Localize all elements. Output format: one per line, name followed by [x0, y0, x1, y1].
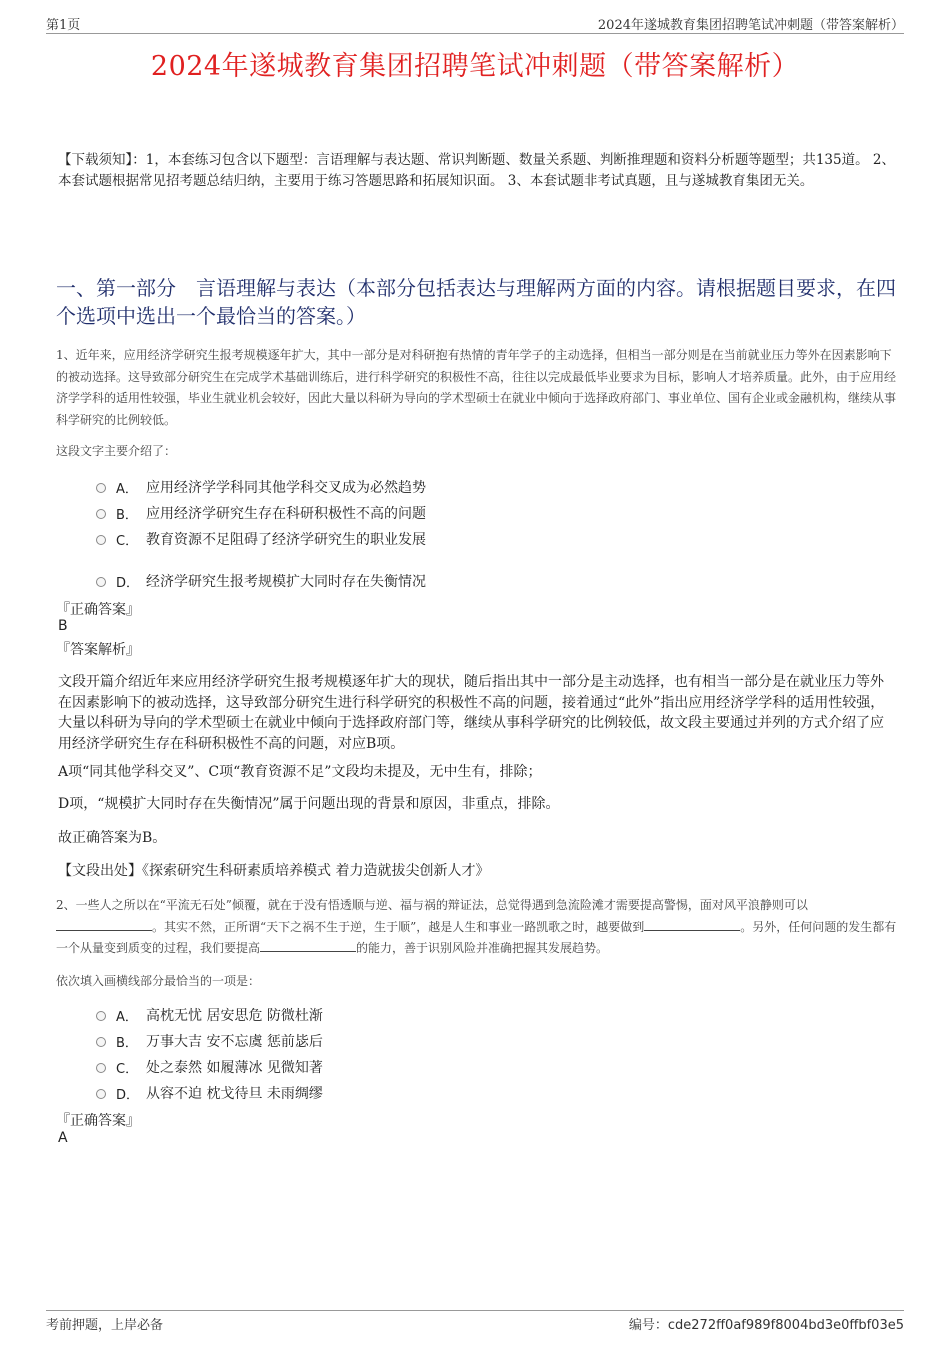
- q2-answer-label: 『正确答案』: [56, 1113, 140, 1129]
- option-letter: B．: [116, 1035, 138, 1051]
- text-segment: 。另外，任何问题的发生都有一个从量变到质变的过程，我们要提高: [56, 919, 897, 955]
- fill-blank: [56, 919, 152, 931]
- option-text: 处之泰然 如履薄冰 见微知著: [146, 1060, 323, 1076]
- q2-option-a[interactable]: [96, 1005, 323, 1025]
- text-segment: 2、一些人之所以在“平流无石处”倾覆，就在于没有悟透顺与逆、福与祸的辩证法，总觉得遇到急流险滩才需要提高警惕，面对风平浪静则可以: [56, 898, 808, 912]
- q1-answer-label: 『正确答案』: [56, 602, 140, 618]
- option-letter: A．: [116, 1009, 138, 1025]
- footer-code-label: 编号：: [628, 1318, 668, 1333]
- option-letter: A．: [116, 481, 138, 497]
- header-divider: [46, 33, 904, 34]
- footer-divider: [46, 1310, 904, 1311]
- q1-option-b[interactable]: [96, 503, 426, 523]
- header-doc-title: 2024年遂城教育集团招聘笔试冲刺题（带答案解析）: [597, 18, 904, 33]
- question-2-text: [56, 895, 902, 960]
- option-letter: D．: [116, 1087, 140, 1103]
- option-letter: C．: [116, 1061, 139, 1077]
- footer-slogan: 考前押题，上岸必备: [46, 1318, 164, 1333]
- page-title: 2024年遂城教育集团招聘笔试冲刺题（带答案解析）: [150, 51, 800, 82]
- radio-button-icon[interactable]: [96, 535, 106, 545]
- question-1-prompt: 这段文字主要介绍了：: [56, 444, 177, 458]
- q2-answer: A: [58, 1130, 68, 1146]
- footer-code: [629, 1314, 904, 1333]
- option-text: 高枕无忧 居安思危 防微杜渐: [146, 1008, 323, 1024]
- radio-button-icon[interactable]: [96, 1037, 106, 1047]
- fill-blank: [260, 940, 356, 952]
- q1-analysis-paragraph: 文段开篇介绍近年来应用经济学研究生报考规模逐年扩大的现状，随后指出其中一部分是主动选择，也有相当一部分是在就业压力等外在因素影响下的被动选择，这导致部分研究生进行科学研究的积极性不高的问题，接着通过“此外”指出应用经济学学科的适用性较强，大量以科研为导向的学术型硕士在就业中倾向于选择政府部门等，继续从事科学研究的比例较低，故文段主要通过并列的方式介绍了应用经济学研究生存在科研积极性不高的问题，对应B项。: [58, 674, 885, 752]
- q1-analysis-paragraph: A项“同其他学科交叉”、C项“教育资源不足”文段均未提及，无中生有，排除；: [58, 764, 542, 780]
- q1-analysis-label: 『答案解析』: [56, 642, 140, 658]
- option-text: 万事大吉 安不忘虞 惩前毖后: [146, 1034, 323, 1050]
- q1-analysis-paragraph: 故正确答案为B。: [58, 830, 167, 846]
- radio-button-icon[interactable]: [96, 577, 106, 587]
- radio-button-icon[interactable]: [96, 483, 106, 493]
- footer-code-value: cde272ff0af989f8004bd3e0ffbf03e5: [667, 1318, 904, 1333]
- q2-option-b[interactable]: [96, 1031, 323, 1051]
- option-letter: C．: [116, 533, 139, 549]
- radio-button-icon[interactable]: [96, 1089, 106, 1099]
- download-notice: 【下载须知】：1，本套练习包含以下题型：言语理解与表达题、常识判断题、数量关系题、判断推理题和资料分析题等题型；共135道。 2、本套试题根据常见招考题总结归纳，主要用于练习答题思路和拓展知识面。 3、本套试题非考试真题，且与遂城教育集团无关。: [58, 152, 895, 189]
- fill-blank: [644, 919, 740, 931]
- text-segment: 。其实不然，正所谓“天下之祸不生于逆，生于顺”，越是人生和事业一路凯歌之时，越要做到: [152, 919, 645, 934]
- q1-answer: B: [58, 618, 68, 634]
- option-text: 教育资源不足阻碍了经济学研究生的职业发展: [146, 532, 426, 548]
- q1-option-d[interactable]: [96, 571, 426, 591]
- q1-option-a[interactable]: [96, 477, 426, 497]
- question-2-prompt: 依次填入画横线部分最恰当的一项是：: [56, 974, 261, 988]
- option-letter: D．: [116, 575, 140, 591]
- page-number: 第1页: [46, 18, 81, 33]
- option-text: 从容不迫 枕戈待旦 未雨绸缪: [146, 1086, 323, 1102]
- option-text: 应用经济学研究生存在科研积极性不高的问题: [146, 506, 426, 522]
- text-segment: 的能力，善于识别风险并准确把握其发展趋势。: [356, 941, 609, 955]
- q1-source: 【文段出处】《探索研究生科研素质培养模式 着力造就拔尖创新人才》: [58, 863, 490, 879]
- option-text: 应用经济学学科同其他学科交叉成为必然趋势: [146, 480, 426, 496]
- q1-analysis-paragraph: D项，“规模扩大同时存在失衡情况”属于问题出现的背景和原因，非重点，排除。: [58, 796, 560, 812]
- question-1-text: 1、近年来，应用经济学研究生报考规模逐年扩大，其中一部分是对科研抱有热情的青年学子的主动选择，但相当一部分则是在当前就业压力等外在因素影响下的被动选择。这导致部分研究生在完成学术基础训练后，进行科学研究的积极性不高，往往以完成最低毕业要求为目标，影响人才培养质量。此外，由于应用经济学学科的适用性较强，毕业生就业机会较好，因此大量以科研为导向的学术型硕士在就业中倾向于选择政府部门、事业单位、国有企业或金融机构，继续从事科学研究的比例较低。: [56, 348, 897, 427]
- radio-button-icon[interactable]: [96, 1063, 106, 1073]
- radio-button-icon[interactable]: [96, 1011, 106, 1021]
- radio-button-icon[interactable]: [96, 509, 106, 519]
- q2-option-c[interactable]: [96, 1057, 323, 1077]
- section-heading: 一、第一部分 言语理解与表达（本部分包括表达与理解两方面的内容。请根据题目要求，在四个选项中选出一个最恰当的答案。）: [56, 276, 896, 328]
- q2-option-d[interactable]: [96, 1083, 323, 1103]
- option-text: 经济学研究生报考规模扩大同时存在失衡情况: [146, 574, 426, 590]
- option-letter: B．: [116, 507, 138, 523]
- q1-option-c[interactable]: [96, 529, 426, 549]
